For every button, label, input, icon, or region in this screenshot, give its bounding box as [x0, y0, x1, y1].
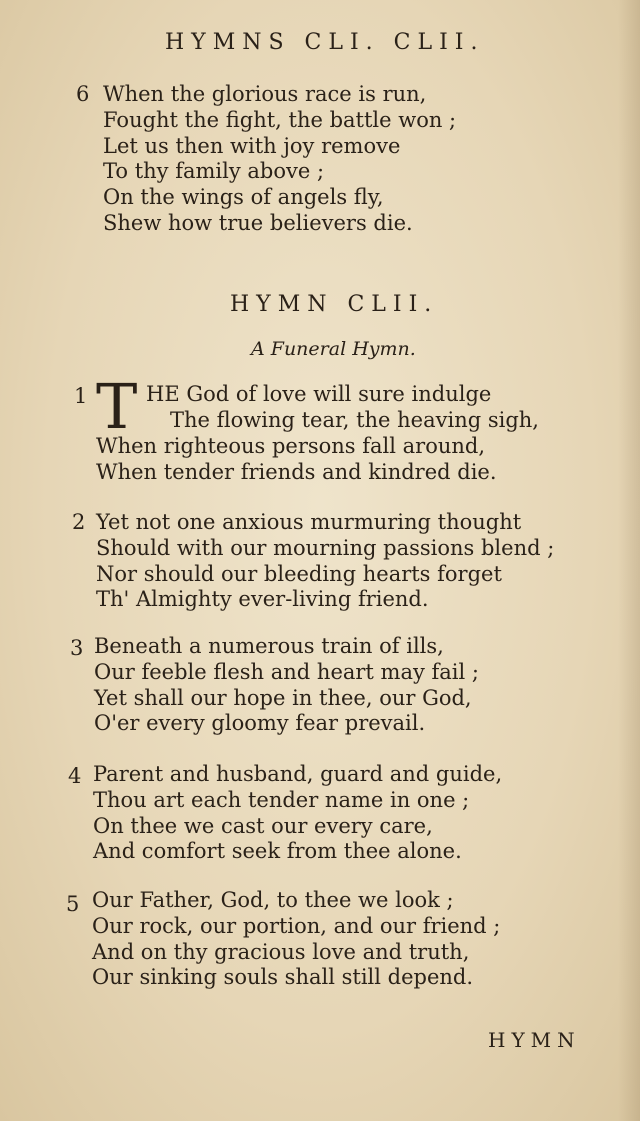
verse-line: Should with our mourning passions blend ;: [96, 535, 555, 560]
verse-line: The flowing tear, the heaving sigh,: [170, 407, 539, 432]
verse-6: [103, 82, 456, 237]
verse-line: Yet not one anxious murmuring thought: [96, 510, 522, 534]
stanza-number-3: 3: [70, 636, 84, 660]
verse-line: When tender friends and kindred die.: [96, 459, 497, 484]
stanza-2: [96, 510, 554, 613]
stanza-3: [94, 634, 479, 737]
drop-cap: T: [96, 370, 138, 443]
verse-line: And comfort seek from thee alone.: [93, 839, 462, 864]
verse-line: On the wings of angels fly,: [103, 185, 384, 210]
verse-line: Let us then with joy remove: [103, 133, 401, 158]
verse-line: Th' Almighty ever-living friend.: [96, 587, 429, 612]
stanza-number-1: 1: [74, 384, 88, 408]
verse-line: Our sinking souls shall still depend.: [92, 965, 474, 990]
verse-line: Nor should our bleeding hearts forget: [96, 561, 502, 586]
verse-line: HE God of love will sure indulge: [146, 382, 492, 406]
verse-line: And on thy gracious love and truth,: [92, 939, 470, 964]
verse-line: When the glorious race is run,: [103, 82, 427, 106]
verse-line: Our Father, God, to thee we look ;: [92, 888, 454, 912]
verse-line: Beneath a numerous train of ills,: [94, 634, 444, 658]
running-header: HYMNS CLI. CLII.: [165, 30, 485, 55]
verse-line: When righteous persons fall around,: [96, 434, 486, 458]
verse-line: Our rock, our portion, and our friend ;: [92, 913, 501, 938]
verse-line: O'er every gloomy fear prevail.: [94, 711, 426, 736]
stanza-number-2: 2: [72, 510, 86, 534]
verse-line: Parent and husband, guard and guide,: [93, 762, 503, 786]
verse-line: Thou art each tender name in one ;: [93, 787, 470, 812]
hymn-subtitle: A Funeral Hymn.: [251, 338, 416, 360]
verse-line: Fought the fight, the battle won ;: [103, 107, 457, 132]
verse-line: On thee we cast our every care,: [93, 813, 433, 838]
stanza-1-top: [146, 382, 539, 434]
verse-line: Our feeble flesh and heart may fail ;: [94, 659, 479, 684]
verse-line: Yet shall our hope in thee, our God,: [94, 685, 472, 710]
stanza-number-5: 5: [66, 892, 80, 916]
stanza-1-bottom: [96, 434, 497, 486]
hymn-title: HYMN CLII.: [230, 292, 439, 317]
stanza-number-4: 4: [68, 764, 82, 788]
verse-line: To thy family above ;: [103, 159, 325, 184]
page-edge-shadow: [618, 0, 640, 1121]
catchword: HYMN: [488, 1028, 581, 1052]
verse-number-6: 6: [76, 82, 90, 106]
stanza-4: [93, 762, 502, 865]
stanza-5: [92, 888, 500, 991]
verse-line: Shew how true believers die.: [103, 210, 413, 235]
